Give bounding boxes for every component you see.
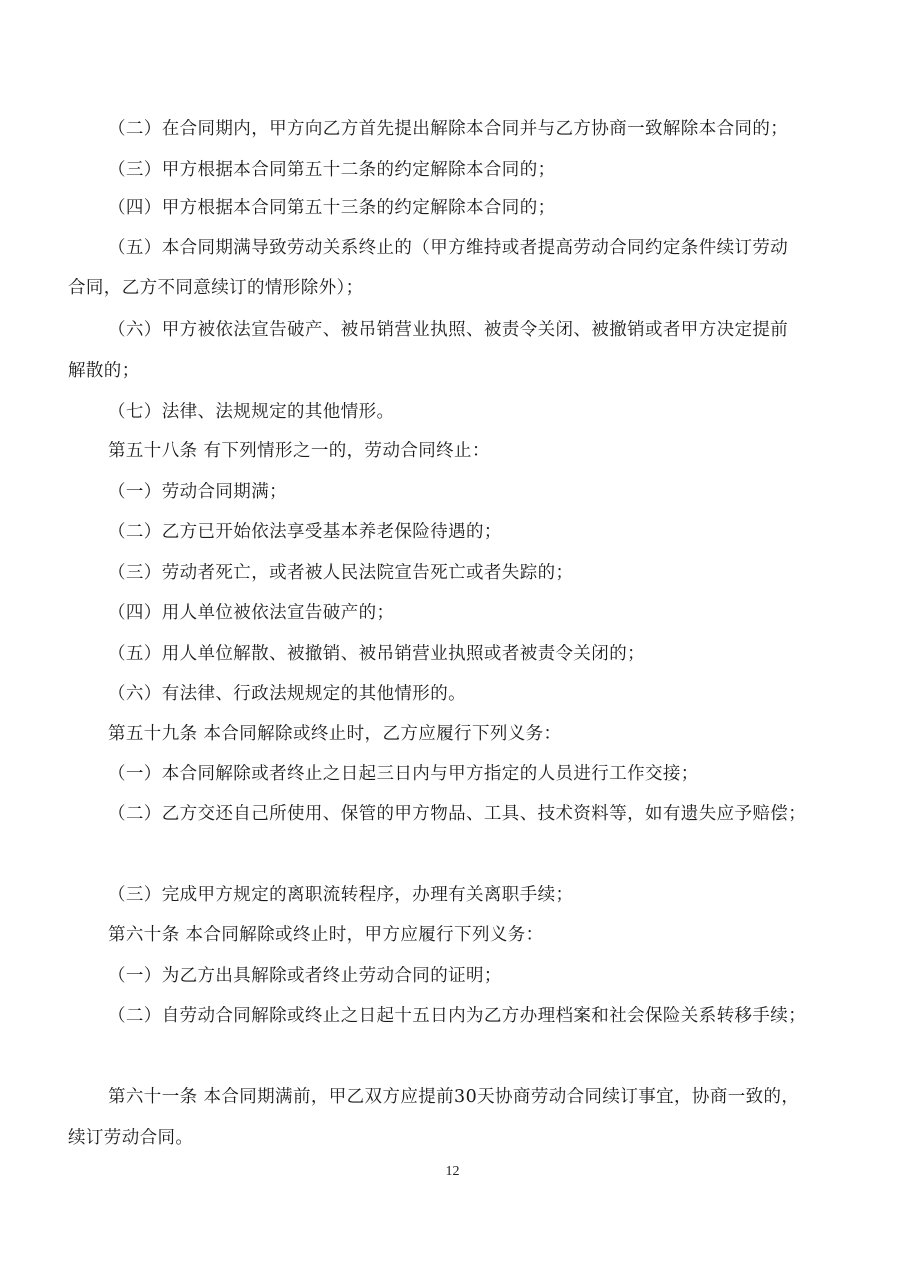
article-heading: 第五十九条 本合同解除或终止时，乙方应履行下列义务：: [108, 724, 562, 744]
text-line: （四）甲方根据本合同第五十三条的约定解除本合同的；: [108, 198, 556, 218]
text-line: （六）甲方被依法宣告破产、被吊销营业执照、被责令关闭、被撤销或者甲方决定提前: [108, 320, 789, 340]
page-number: 12: [445, 1164, 460, 1179]
text-line: （四）用人单位被依法宣告破产的；: [108, 603, 395, 623]
text-line: （七）法律、法规规定的其他情形。: [108, 402, 395, 422]
text-line: （一）本合同解除或者终止之日起三日内与甲方指定的人员进行工作交接；: [108, 764, 699, 784]
text-line: （三）劳动者死亡，或者被人民法院宣告死亡或者失踪的；: [108, 563, 574, 583]
text-line: 续订劳动合同。: [68, 1128, 194, 1148]
article-heading: 第六十一条 本合同期满前，甲乙双方应提前30天协商劳动合同续订事宜，协商一致的，: [108, 1087, 800, 1107]
text-line: （五）用人单位解散、被撤销、被吊销营业执照或者被责令关闭的；: [108, 644, 645, 664]
text-line: （二）乙方已开始依法享受基本养老保险待遇的；: [108, 522, 502, 542]
text-line: （三）完成甲方规定的离职流转程序，办理有关离职手续；: [108, 885, 574, 905]
text-line: 解散的；: [68, 361, 140, 381]
text-line: 合同，乙方不同意续订的情形除外）；: [68, 278, 364, 298]
text-line: （六）有法律、行政法规规定的其他情形的。: [108, 684, 466, 704]
text-line: （五）本合同期满导致劳动关系终止的（甲方维持或者提高劳动合同约定条件续订劳动: [108, 238, 789, 258]
text-line: （一）为乙方出具解除或者终止劳动合同的证明；: [108, 966, 502, 986]
text-line: （二）自劳动合同解除或终止之日起十五日内为乙方办理档案和社会保险关系转移手续；: [108, 1006, 807, 1026]
text-line: （二）乙方交还自己所使用、保管的甲方物品、工具、技术资料等，如有遗失应予赔偿；: [108, 804, 807, 824]
text-line: （三）甲方根据本合同第五十二条的约定解除本合同的；: [108, 160, 556, 180]
article-heading: 第六十条 本合同解除或终止时，甲方应履行下列义务：: [108, 925, 544, 945]
article-heading: 第五十八条 有下列情形之一的，劳动合同终止：: [108, 441, 490, 461]
text-line: （二）在合同期内，甲方向乙方首先提出解除本合同并与乙方协商一致解除本合同的；: [108, 119, 789, 139]
text-line: （一）劳动合同期满；: [108, 482, 287, 502]
